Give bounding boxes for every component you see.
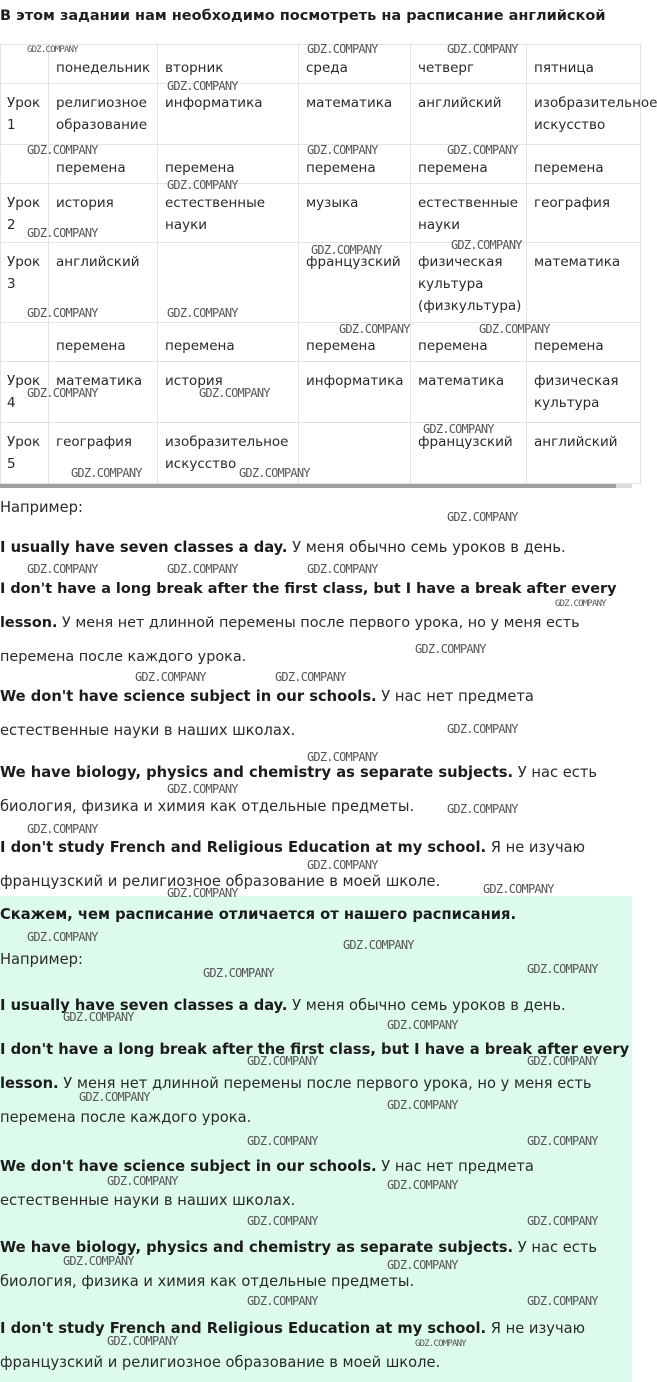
item-en: I usually have seven classes a day. — [0, 997, 288, 1014]
schedule-cell: история — [49, 184, 158, 243]
schedule-cell: физическая культура (физкультура) — [411, 243, 527, 323]
schedule-cell: французский — [411, 423, 527, 484]
item-ru: Я не изучаю французский и религиозное образование в моей школе. — [0, 1320, 586, 1371]
watermark: GDZ.COMPANY — [527, 1214, 598, 1228]
item-en: I don't have a long break after the first class, but I have a break after every lesson. — [0, 581, 617, 631]
watermark: GDZ.COMPANY — [527, 1294, 598, 1308]
item-ru: У меня нет длинной перемены после первого урока, но у меня есть перемена после каждого урока. — [0, 1075, 592, 1126]
watermark: GDZ.COMPANY — [311, 243, 382, 257]
item-en: I don't study French and Religious Education at my school. — [0, 1320, 487, 1337]
section2-item-3 — [0, 1150, 632, 1218]
schedule-cell: религиозное образование — [49, 84, 158, 145]
schedule-cell: изобразительное искусство — [158, 423, 299, 484]
schedule-cell: перемена — [411, 323, 527, 362]
watermark: GDZ.COMPANY — [447, 510, 518, 524]
watermark: GDZ.COMPANY — [343, 938, 414, 952]
watermark: GDZ.COMPANY — [27, 562, 98, 576]
section1-item-1 — [0, 531, 632, 565]
schedule-cell: перемена — [527, 145, 641, 184]
schedule-header-cell: пятница — [527, 45, 641, 84]
item-en: We have biology, physics and chemistry as separate subjects. — [0, 764, 514, 781]
watermark: GDZ.COMPANY — [387, 1258, 458, 1272]
watermark: GDZ.COMPANY — [483, 882, 554, 896]
schedule-header-cell: понедельник — [49, 45, 158, 84]
item-ru: У меня нет длинной перемены после первого урока, но у меня есть перемена после каждого урока. — [0, 615, 580, 665]
schedule-cell: информатика — [299, 362, 411, 423]
watermark: GDZ.COMPANY — [199, 386, 270, 400]
watermark: GDZ.COMPANY — [527, 1054, 598, 1068]
watermark: GDZ.COMPANY — [79, 1090, 150, 1104]
schedule-cell: Урок 4 — [1, 362, 49, 423]
schedule-cell: изобразительное искусство — [527, 84, 641, 145]
watermark: GDZ.COMPANY — [27, 306, 98, 320]
schedule-cell: Урок 3 — [1, 243, 49, 323]
section2-item-5 — [0, 1312, 632, 1380]
section1-item-4 — [0, 756, 632, 824]
watermark: GDZ.COMPANY — [387, 1098, 458, 1112]
watermark: GDZ.COMPANY — [167, 306, 238, 320]
watermark: GDZ.COMPANY — [167, 782, 238, 796]
schedule-cell — [1, 323, 49, 362]
schedule-cell: математика — [299, 84, 411, 145]
section1-item-3 — [0, 680, 632, 748]
schedule-cell: французский — [299, 243, 411, 323]
section2-heading — [0, 898, 632, 932]
schedule-cell: Урок 2 — [1, 184, 49, 243]
schedule-cell: история — [158, 362, 299, 423]
item-en: I usually have seven classes a day. — [0, 539, 288, 556]
schedule-cell: информатика — [158, 84, 299, 145]
schedule-cell: естественные науки — [411, 184, 527, 243]
schedule-cell: Урок 5 — [1, 423, 49, 484]
section1-item-2 — [0, 572, 632, 674]
watermark: GDZ.COMPANY — [387, 1178, 458, 1192]
watermark: GDZ.COMPANY — [307, 562, 378, 576]
section1-intro: Например: — [0, 499, 83, 516]
item-ru: У нас есть биология, физика и химия как отдельные предметы. — [0, 764, 598, 815]
schedule-header-cell: четверг — [411, 45, 527, 84]
schedule-cell: перемена — [158, 323, 299, 362]
watermark: GDZ.COMPANY — [63, 1254, 134, 1268]
watermark: GDZ.COMPANY — [307, 42, 378, 56]
item-ru: Я не изучаю французский и религиозное образование в моей школе. — [0, 839, 586, 890]
watermark: GDZ.COMPANY — [451, 238, 522, 252]
schedule-header-cell: вторник — [158, 45, 299, 84]
watermark: GDZ.COMPANY — [27, 386, 98, 400]
watermark: GDZ.COMPANY — [527, 1134, 598, 1148]
item-en: I don't study French and Religious Education at my school. — [0, 839, 487, 856]
schedule-cell: физическая культура — [527, 362, 641, 423]
schedule-cell: Урок 1 — [1, 84, 49, 145]
watermark: GDZ.COMPANY — [167, 79, 238, 93]
watermark: GDZ.COMPANY — [27, 822, 98, 836]
schedule-cell: естественные науки — [158, 184, 299, 243]
section2-intro: Например: — [0, 951, 83, 968]
watermark: GDZ.COMPANY — [27, 226, 98, 240]
item-ru: У меня обычно семь уроков в день. — [287, 997, 566, 1014]
watermark: GDZ.COMPANY — [307, 858, 378, 872]
schedule-cell: география — [49, 423, 158, 484]
watermark: GDZ.COMPANY — [247, 1214, 318, 1228]
schedule-cell: английский — [527, 423, 641, 484]
watermark: GDZ.COMPANY — [203, 966, 274, 980]
item-en: We don't have science subject in our schools. — [0, 1158, 377, 1175]
schedule-table — [0, 44, 657, 484]
watermark: GDZ.COMPANY — [71, 466, 142, 480]
schedule-header-cell: среда — [299, 45, 411, 84]
schedule-cell: английский — [411, 84, 527, 145]
item-ru: У нас нет предмета естественные науки в наших школах. — [0, 688, 534, 739]
watermark: GDZ.COMPANY — [27, 45, 78, 55]
item-en: We don't have science subject in our schools. — [0, 688, 377, 705]
watermark: GDZ.COMPANY — [27, 930, 98, 944]
item-ru: У меня обычно семь уроков в день. — [287, 539, 566, 556]
watermark: GDZ.COMPANY — [415, 1339, 466, 1349]
watermark: GDZ.COMPANY — [447, 42, 518, 56]
watermark: GDZ.COMPANY — [415, 642, 486, 656]
watermark: GDZ.COMPANY — [555, 599, 606, 609]
watermark: GDZ.COMPANY — [447, 143, 518, 157]
watermark: GDZ.COMPANY — [247, 1054, 318, 1068]
schedule-cell: математика — [49, 362, 158, 423]
watermark: GDZ.COMPANY — [239, 466, 310, 480]
watermark: GDZ.COMPANY — [167, 178, 238, 192]
schedule-cell — [299, 423, 411, 484]
schedule-cell: перемена — [527, 323, 641, 362]
watermark: GDZ.COMPANY — [167, 562, 238, 576]
item-en: We have biology, physics and chemistry as separate subjects. — [0, 1239, 514, 1256]
schedule-cell: перемена — [49, 323, 158, 362]
watermark: GDZ.COMPANY — [447, 722, 518, 736]
schedule-cell: география — [527, 184, 641, 243]
watermark: GDZ.COMPANY — [275, 670, 346, 684]
watermark: GDZ.COMPANY — [107, 1334, 178, 1348]
watermark: GDZ.COMPANY — [107, 1174, 178, 1188]
item-ru: У нас есть биология, физика и химия как отдельные предметы. — [0, 1239, 598, 1290]
section2-heading-text: Скажем, чем расписание отличается от нашего расписания. — [0, 906, 517, 923]
schedule-cell: перемена — [299, 323, 411, 362]
section2-item-2 — [0, 1033, 632, 1135]
schedule-cell: перемена — [411, 145, 527, 184]
schedule-cell: перемена — [158, 145, 299, 184]
watermark: GDZ.COMPANY — [479, 322, 550, 336]
watermark: GDZ.COMPANY — [527, 962, 598, 976]
schedule-cell: музыка — [299, 184, 411, 243]
schedule-cell: перемена — [299, 145, 411, 184]
watermark: GDZ.COMPANY — [63, 1010, 134, 1024]
watermark: GDZ.COMPANY — [167, 886, 238, 900]
watermark: GDZ.COMPANY — [423, 422, 494, 436]
watermark: GDZ.COMPANY — [247, 1294, 318, 1308]
watermark: GDZ.COMPANY — [27, 143, 98, 157]
schedule-row — [1, 84, 641, 145]
watermark: GDZ.COMPANY — [135, 670, 206, 684]
watermark: GDZ.COMPANY — [247, 1134, 318, 1148]
watermark: GDZ.COMPANY — [339, 322, 410, 336]
item-en: I don't have a long break after the first class, but I have a break after every lesson. — [0, 1041, 630, 1092]
table-scrollbar-thumb[interactable] — [0, 484, 616, 488]
watermark: GDZ.COMPANY — [387, 1018, 458, 1032]
schedule-cell: математика — [411, 362, 527, 423]
watermark: GDZ.COMPANY — [307, 143, 378, 157]
schedule-cell: английский — [49, 243, 158, 323]
item-ru: У нас нет предмета естественные науки в наших школах. — [0, 1158, 534, 1209]
schedule-cell: перемена — [49, 145, 158, 184]
watermark: GDZ.COMPANY — [307, 750, 378, 764]
schedule-cell: математика — [527, 243, 641, 323]
watermark: GDZ.COMPANY — [447, 802, 518, 816]
task-heading: В этом задании нам необходимо посмотреть на расписание английской — [0, 8, 606, 24]
